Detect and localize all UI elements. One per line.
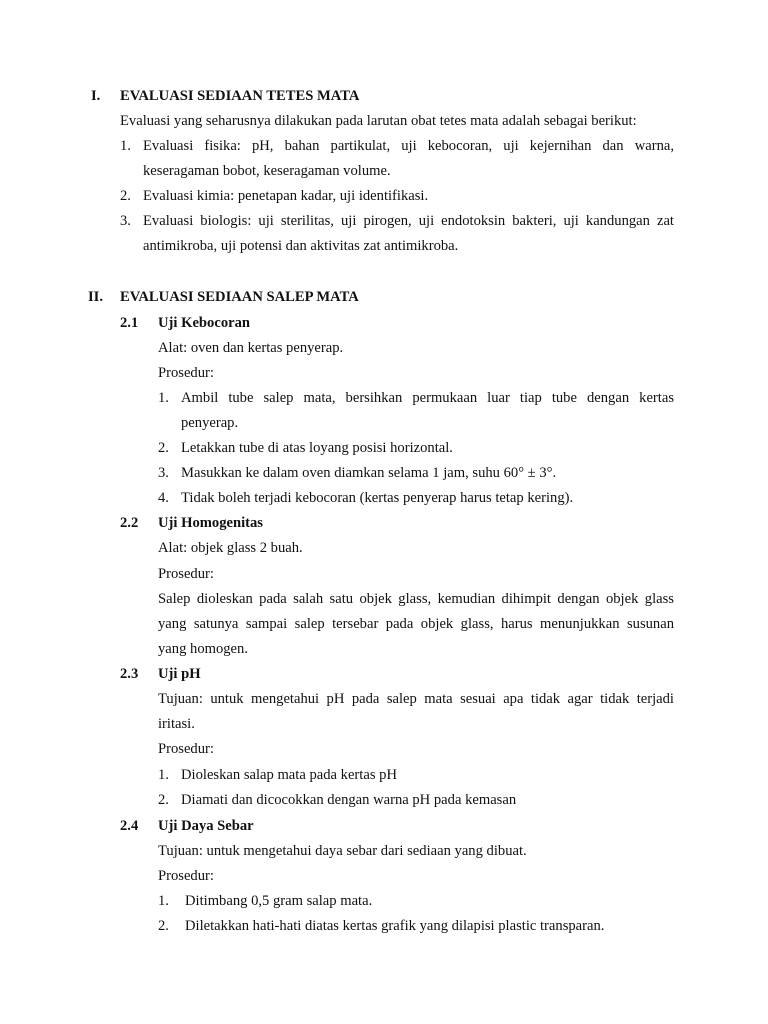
list-item-cont: antimikroba, uji potensi dan aktivitas zat antimikroba. <box>143 238 459 254</box>
list-number: 3. <box>158 465 169 481</box>
subsection-title: Uji Daya Sebar <box>158 818 254 834</box>
list-item: Evaluasi kimia: penetapan kadar, uji identifikasi. <box>143 188 429 204</box>
list-number: 1. <box>158 893 169 909</box>
paragraph: Evaluasi yang seharusnya dilakukan pada larutan obat tetes mata adalah sebagai berikut: <box>120 113 637 129</box>
subsection-title: Uji Homogenitas <box>158 515 263 531</box>
list-item-cont: penyerap. <box>181 415 239 431</box>
list-number: 1. <box>158 390 169 406</box>
section-number: II. <box>88 289 104 305</box>
list-item-cont: keseragaman bobot, keseragaman volume. <box>143 163 391 179</box>
paragraph-line: yang satunya sampai salep tersebar pada objek glass, harus menunjukkan susunan <box>158 616 674 632</box>
section-number: I. <box>91 88 101 104</box>
subsection-number: 2.1 <box>120 315 139 331</box>
subsection-title: Uji Kebocoran <box>158 315 251 331</box>
list-number: 2. <box>158 440 169 456</box>
list-number: 2. <box>158 918 169 934</box>
list-number: 2. <box>158 792 169 808</box>
subsection-number: 2.3 <box>120 666 139 682</box>
list-number: 4. <box>158 490 169 506</box>
list-item: Evaluasi biologis: uji sterilitas, uji pirogen, uji endotoksin bakteri, uji kandungan zat <box>143 213 674 229</box>
paragraph-line: Salep dioleskan pada salah satu objek glass, kemudian dihimpit dengan objek glass <box>158 591 674 607</box>
paragraph: Prosedur: <box>158 741 214 757</box>
subsection-title: Uji pH <box>158 666 201 682</box>
list-item: Ditimbang 0,5 gram salap mata. <box>185 893 373 909</box>
list-item: Diletakkan hati-hati diatas kertas grafik yang dilapisi plastic transparan. <box>185 918 605 934</box>
list-item: Letakkan tube di atas loyang posisi horizontal. <box>181 440 453 456</box>
list-item: Masukkan ke dalam oven diamkan selama 1 jam, suhu 60° ± 3°. <box>181 465 557 481</box>
section-title: EVALUASI SEDIAAN TETES MATA <box>120 88 360 104</box>
subsection-number: 2.4 <box>120 818 139 834</box>
list-number: 1. <box>120 138 131 154</box>
paragraph: Tujuan: untuk mengetahui daya sebar dari sediaan yang dibuat. <box>158 843 527 859</box>
paragraph: Prosedur: <box>158 365 214 381</box>
list-item: Tidak boleh terjadi kebocoran (kertas penyerap harus tetap kering). <box>181 490 574 506</box>
list-number: 1. <box>158 767 169 783</box>
list-item: Dioleskan salap mata pada kertas pH <box>181 767 397 783</box>
list-number: 3. <box>120 213 131 229</box>
paragraph-line: yang homogen. <box>158 641 248 657</box>
list-item: Evaluasi fisika: pH, bahan partikulat, uji kebocoran, uji kejernihan dan warna, <box>143 138 674 154</box>
paragraph-line: Tujuan: untuk mengetahui pH pada salep mata sesuai apa tidak agar tidak terjadi <box>158 691 674 707</box>
section-title: EVALUASI SEDIAAN SALEP MATA <box>120 289 359 305</box>
list-number: 2. <box>120 188 131 204</box>
paragraph: Alat: oven dan kertas penyerap. <box>158 340 344 356</box>
paragraph: Prosedur: <box>158 868 214 884</box>
paragraph-line: iritasi. <box>158 716 195 732</box>
list-item: Ambil tube salep mata, bersihkan permukaan luar tiap tube dengan kertas <box>181 390 674 406</box>
subsection-number: 2.2 <box>120 515 139 531</box>
list-item: Diamati dan dicocokkan dengan warna pH pada kemasan <box>181 792 517 808</box>
paragraph: Alat: objek glass 2 buah. <box>158 540 303 556</box>
paragraph: Prosedur: <box>158 566 214 582</box>
